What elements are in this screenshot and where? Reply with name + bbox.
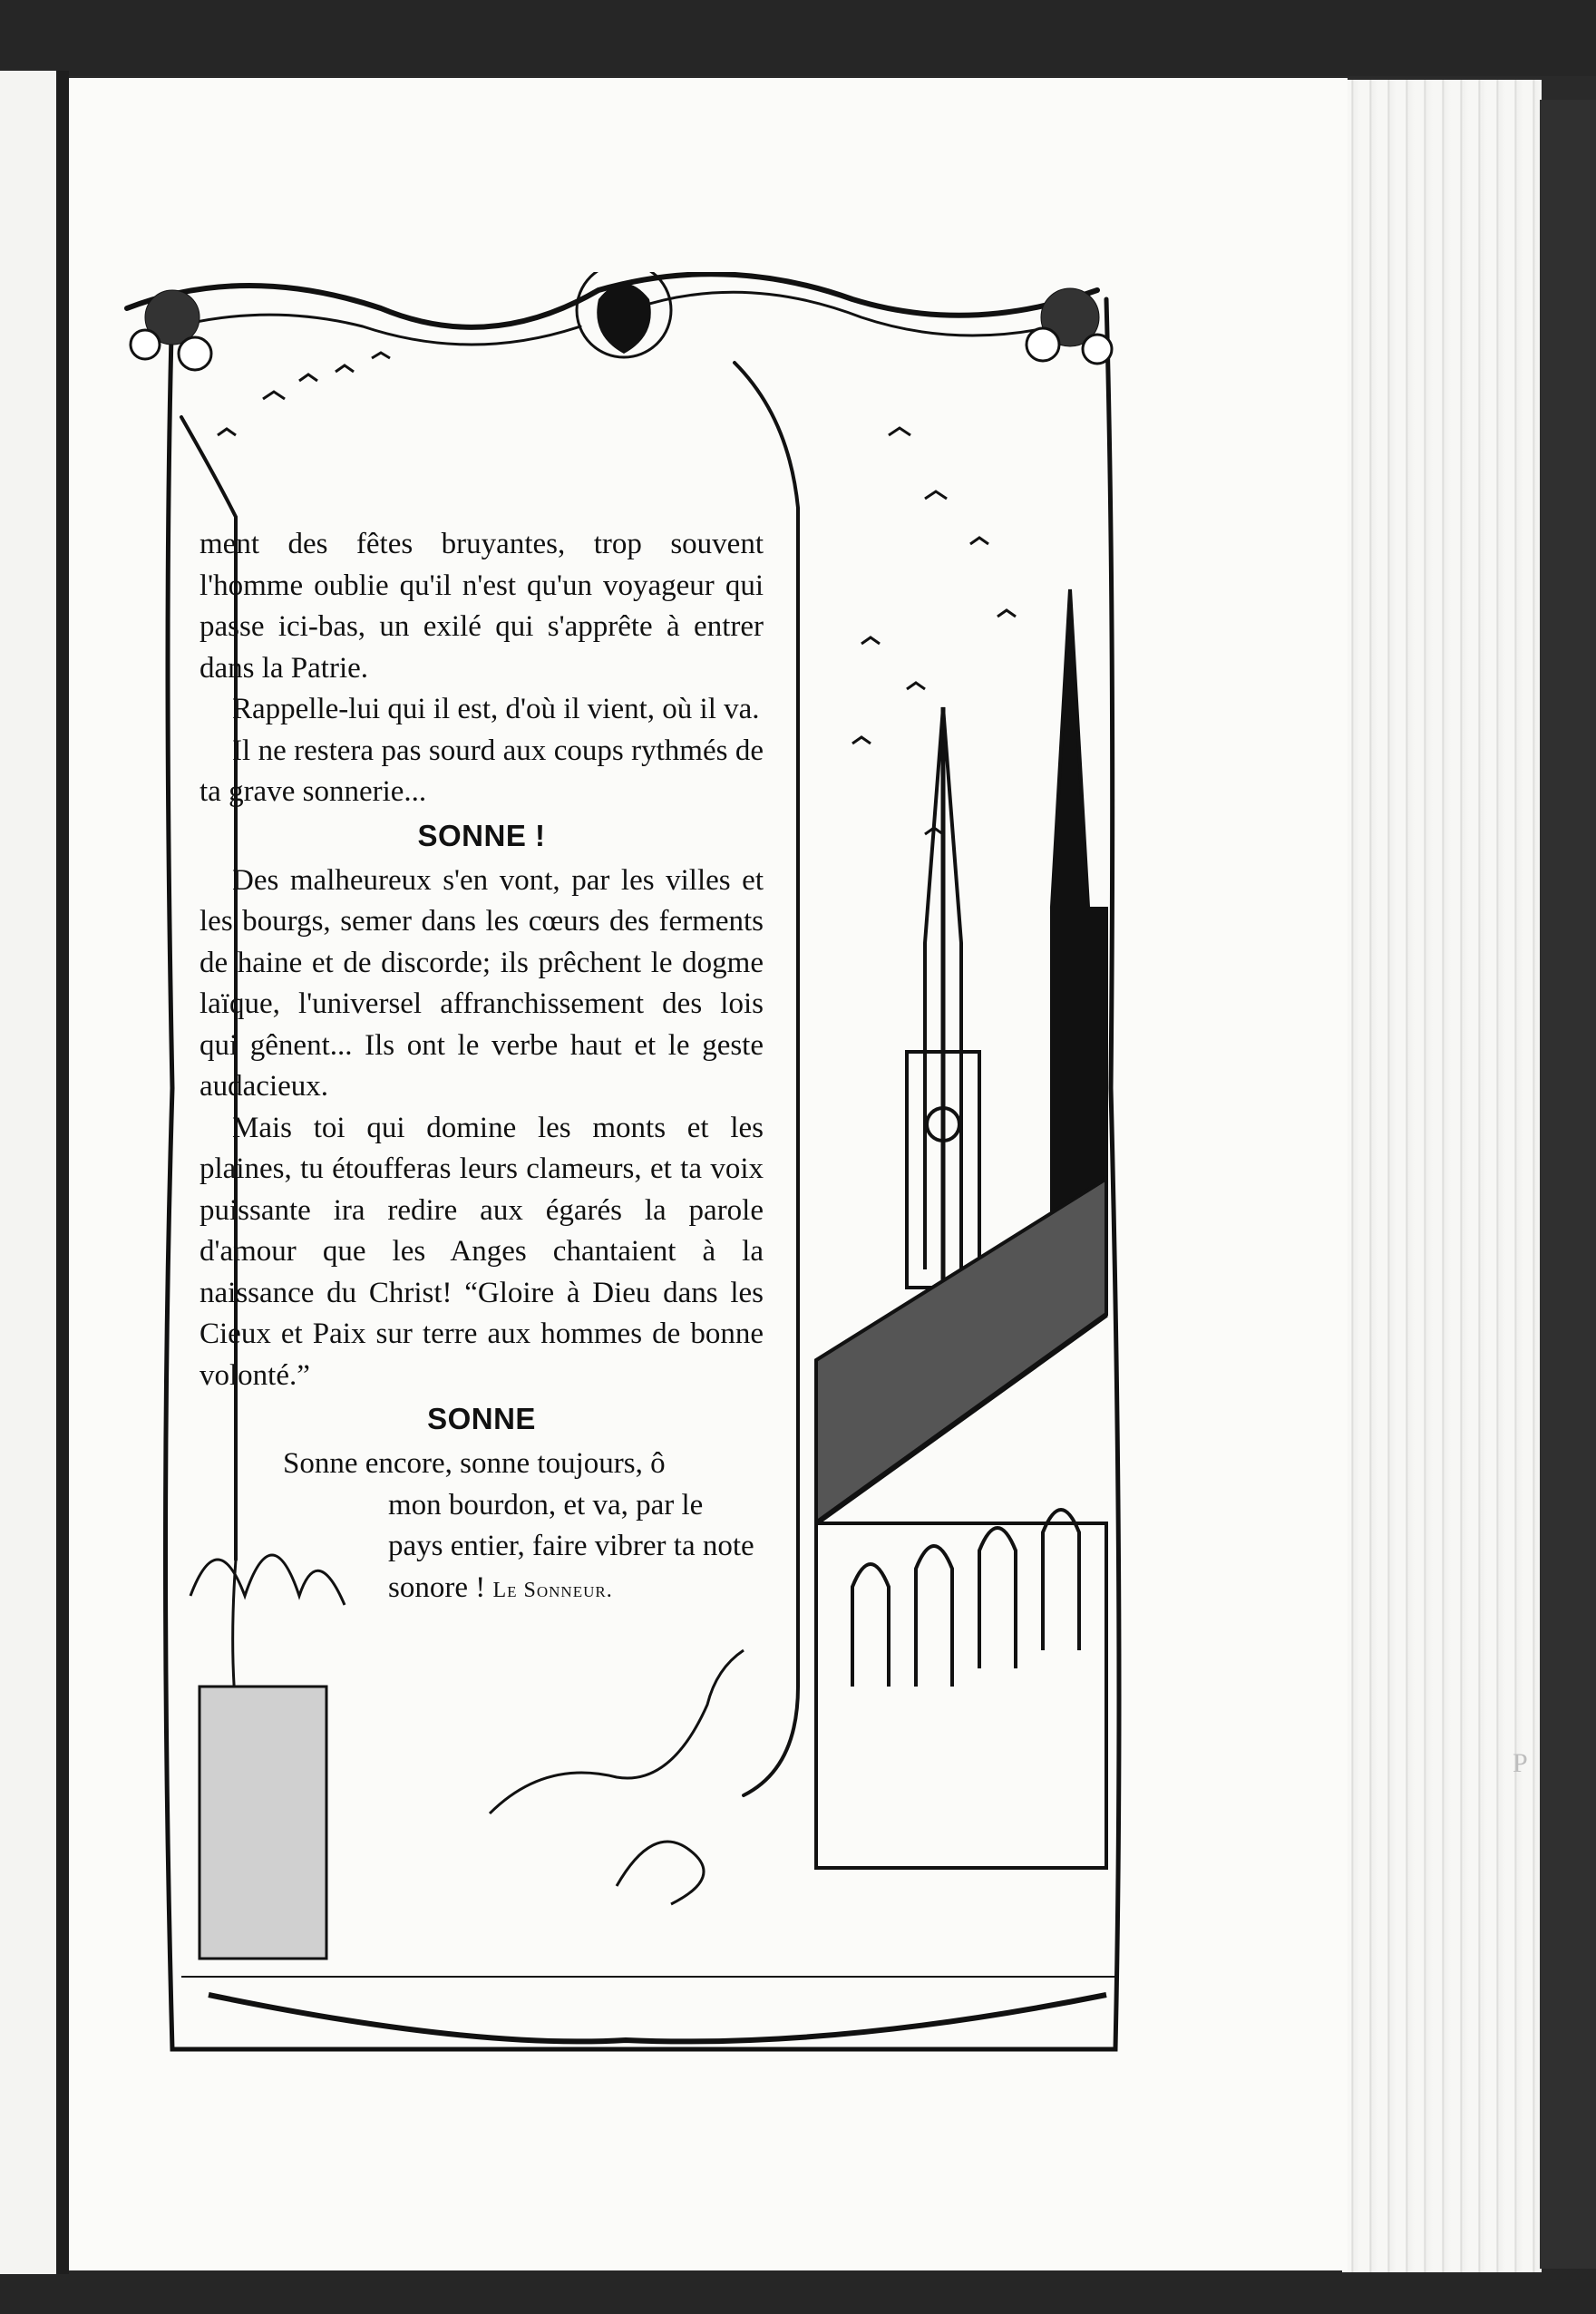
book-edge-shadow (1540, 100, 1596, 2269)
main-text (200, 524, 764, 1611)
closing-rest (388, 1485, 764, 1612)
page-stack-edges (1342, 80, 1542, 2272)
paragraph: Des malheureux s'en vont, par les villes et les bourgs, semer dans les cœurs des ferments de haine et de discorde; ils prêchent le dogme laïque, l'universel affranchissement des lois qui gênent... Ils ont le verbe haut et le geste audacieux. (200, 863, 764, 1103)
foliage-icon (181, 1555, 1115, 2041)
closing-line: Sonne encore, sonne toujours, ô (283, 1447, 666, 1480)
closing-verse (283, 1444, 764, 1611)
paragraph: Il ne restera pas sourd aux coups rythmés de ta grave sonnerie... (200, 734, 764, 808)
margin-mark: P (1513, 1748, 1528, 1778)
scan-background-top (0, 0, 1596, 76)
church-spire-icon (816, 589, 1106, 1868)
paragraph: Mais toi qui domine les monts et les plaines, tu étoufferas leurs clameurs, et ta voix puissante ira redire aux égarés la parole d'amour que les Anges chantaient à la naissance du Christ! “Gloire à Dieu dans les Cieux et Paix sur terre aux hommes de bonne volonté.” (200, 1111, 764, 1392)
section-heading: SONNE (427, 1402, 536, 1435)
closing-text: mon bourdon, et va, par le pays entier, faire vibrer ta note sonore ! (388, 1488, 754, 1604)
section-heading: SONNE ! (417, 818, 546, 852)
scan-background-bottom (0, 2267, 1596, 2314)
signature: Le Sonneur. (492, 1578, 613, 1602)
left-page-edge (0, 71, 69, 2274)
paragraph: ment des fêtes bruyantes, trop souvent l'homme oublie qu'il n'est qu'un voyageur qui passe ici-bas, un exilé qui s'apprête à entrer dans la Patrie. (200, 528, 764, 685)
bell-crest-icon (577, 272, 671, 357)
paragraph: Rappelle-lui qui il est, d'où il vient, où il va. (232, 693, 760, 725)
